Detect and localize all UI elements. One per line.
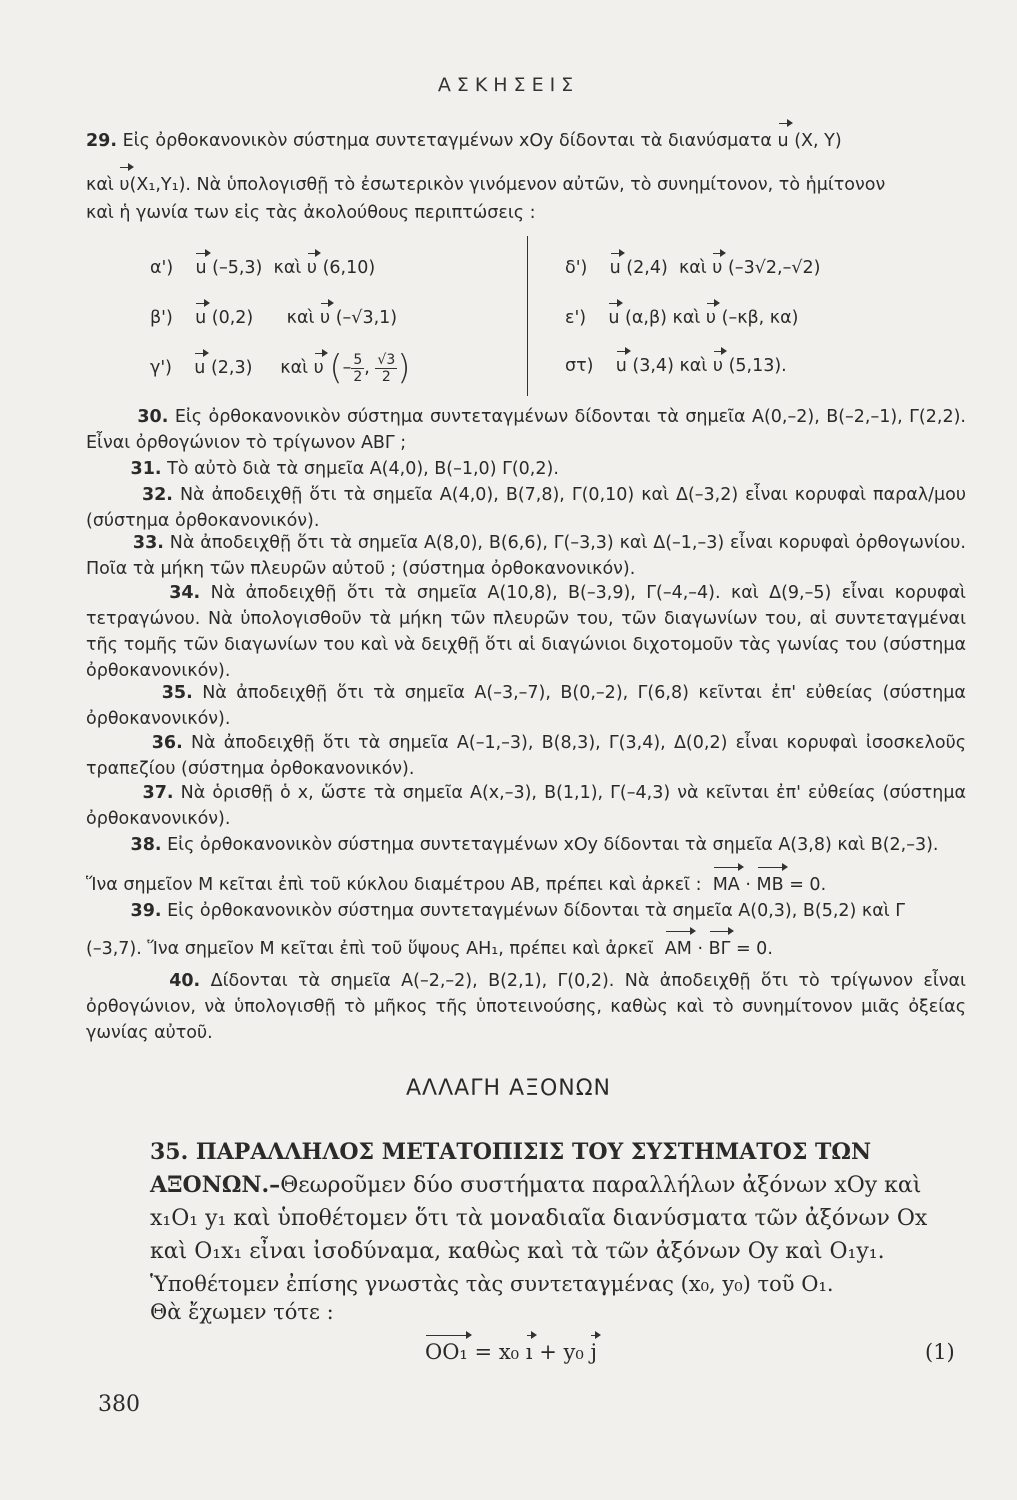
exercise-29-line2 (86, 172, 966, 198)
exercise-number: 34. (169, 583, 201, 603)
exercise-text: Εἰς ὀρθοκανονικὸν σύστημα συντεταγμένων δίδονται τὰ σημεῖα A(0,–2), B(–2,–1), Γ(2,2). Εἶναι ὀρθογώνιον τὸ τρίγωνον ΑΒΓ ; (86, 407, 966, 453)
subsection-35 (150, 1136, 970, 1268)
exercise-text: (X, Y) (794, 131, 842, 151)
exercise-36 (86, 730, 966, 782)
case-v: (5,13). (728, 356, 787, 376)
dot-operator: · (745, 875, 751, 895)
vector-u: u (194, 358, 206, 378)
page-header: ΑΣΚΗΣΕΙΣ (437, 74, 580, 96)
case-u: (3,4) (632, 356, 674, 376)
vector-v: υ (313, 358, 324, 378)
exercise-text: Νὰ ἀποδειχθῇ ὅτι τὰ σημεῖα A(10,8), B(–3,9), Γ(–4,–4). καὶ Δ(9,–5) εἶναι κορυφαὶ τετραγώνου. Νὰ ὑπολογισθοῦν τὰ μήκη τῶν πλευρῶν του, τῶν διαγωνίων του, αἱ συντεταγμέναι τῆς τομῆς τῶν διαγωνίων του καὶ νὰ δειχθῇ ὅτι αἱ διαγώνιοι διχοτομοῦν τὰς γωνίας του (σύστημα ὀρθοκανονικόν). (86, 583, 966, 681)
vector-u: u (615, 356, 627, 376)
exercise-text: (–3,7). Ἵνα σημεῖον Μ κεῖται ἐπὶ τοῦ ὕψους ΑΗ₁, πρέπει καὶ ἀρκεῖ (86, 939, 654, 959)
section-title: ΑΛΛΑΓΗ ΑΞΟΝΩΝ (406, 1076, 611, 1101)
vector-v: υ (306, 258, 318, 278)
exercise-32 (86, 482, 966, 534)
case-and: καὶ (672, 308, 701, 328)
case-label: α') (150, 258, 174, 278)
exercise-text: Νὰ ἀποδειχθῇ ὅτι τὰ σημεῖα A(8,0), B(6,6), Γ(–3,3) καὶ Δ(–1,–3) εἶναι κορυφαὶ ὀρθογωνίου. Ποῖα τὰ μήκη τῶν πλευρῶν αὐτοῦ ; (σύστημα ὀρθοκανονικόν). (86, 533, 966, 579)
fraction-numerator: √3 (377, 351, 396, 368)
exercise-number: 38. (130, 835, 162, 855)
case-and: καὶ (273, 258, 302, 278)
case-label: γ') (150, 358, 172, 378)
case-b (150, 308, 397, 328)
exercise-text: = 0. (735, 939, 773, 959)
exercise-number: 31. (130, 459, 162, 479)
fraction-denominator: 2 (353, 368, 363, 385)
exercise-33 (86, 530, 966, 582)
exercise-number: 30. (137, 407, 169, 427)
exercise-text: Νὰ ὁρισθῇ ὁ x, ὥστε τὰ σημεῖα A(x,–3), B(1,1), Γ(–4,3) νὰ κεῖνται ἐπ' εὐθείας (σύστημα ὀρθοκανονικόν). (86, 783, 966, 829)
page-number: 380 (98, 1392, 140, 1417)
exercise-text: = 0. (789, 875, 827, 895)
fraction-denominator: 2 (381, 368, 391, 385)
case-f (565, 356, 787, 376)
paren-close: ) (397, 348, 411, 388)
exercise-39-line2 (86, 936, 966, 962)
vector-bg: BΓ (709, 936, 731, 962)
vector-u: u (195, 258, 207, 278)
exercise-text: καὶ (86, 175, 114, 195)
formula-text: = x₀ (474, 1340, 520, 1364)
unit-vector-j: j (590, 1340, 597, 1364)
case-label: δ') (565, 258, 588, 278)
paren-open: ( (329, 348, 343, 388)
case-a (150, 258, 375, 278)
case-u: (α,β) (625, 308, 667, 328)
exercise-text: Εἰς ὀρθοκανονικὸν σύστημα συντεταγμένων δίδονται τὰ σημεῖα A(0,3), B(5,2) καὶ Γ (167, 901, 906, 921)
exercise-37 (86, 780, 966, 832)
exercise-text: Νὰ ἀποδειχθῇ ὅτι τὰ σημεῖα A(–1,–3), B(8,3), Γ(3,4), Δ(0,2) εἶναι κορυφαὶ ἰσοσκελοῦς τραπεζίου (σύστημα ὀρθοκανονικόν). (86, 733, 966, 779)
vector-u: u (195, 308, 207, 328)
exercise-number: 29. (86, 131, 118, 151)
exercise-number: 33. (132, 533, 164, 553)
vector-v: υ (119, 172, 129, 198)
fraction (351, 352, 364, 385)
dot-operator: · (697, 939, 704, 959)
case-u: (2,3) (210, 358, 253, 378)
exercise-text: Ἵνα σημεῖον Μ κεῖται ἐπὶ τοῦ κύκλου διαμέτρου AB, πρέπει καὶ ἀρκεῖ : (86, 875, 702, 895)
exercise-38 (86, 832, 966, 858)
exercise-39 (86, 898, 966, 924)
exercise-number: 36. (151, 733, 183, 753)
formula-text: + y₀ (539, 1340, 584, 1364)
exercise-number: 35. (161, 683, 193, 703)
exercise-number: 40. (169, 971, 201, 991)
vector-mb: MB (757, 872, 784, 898)
case-and: καὶ (678, 258, 707, 278)
subsection-text: Θεωροῦμεν δύο συστήματα παραλλήλων ἀξόνων xOy καὶ x₁O₁ y₁ καὶ ὑποθέτομεν ὅτι τὰ μοναδιαῖα διανύσματα τῶν ἀξόνων Ox καὶ O₁x₁ εἶναι ἰσοδύναμα, καθὼς καὶ τὰ τῶν ἀξόνων Oy καὶ O₁y₁. (150, 1173, 928, 1264)
case-u: (2,4) (626, 258, 668, 278)
vector-oo1: OO₁ (425, 1340, 468, 1364)
exercise-number: 32. (141, 485, 173, 505)
exercise-29-line3: καὶ ἡ γωνία των εἰς τὰς ἀκολούθους περιπτώσεις : (86, 203, 536, 223)
exercise-35 (86, 680, 966, 732)
vector-v: υ (320, 308, 331, 328)
vector-am: AM (665, 936, 692, 962)
vector-u: u (608, 308, 620, 328)
exercise-text: Δίδονται τὰ σημεῖα A(–2,–2), B(2,1), Γ(0,2). Νὰ ἀποδειχθῇ ὅτι τὸ τρίγωνον εἶναι ὀρθογώνιον, νὰ ὑπολογισθῇ τὸ μῆκος τῆς ὑποτεινούσης, καθὼς καὶ τὸ συνημίτονον μιᾶς ὀξείας γωνίας αὐτοῦ. (86, 971, 966, 1043)
exercise-text: Τὸ αὐτὸ διὰ τὰ σημεῖα A(4,0), B(–1,0) Γ(0,2). (167, 459, 559, 479)
exercise-29 (86, 128, 966, 154)
subsection-heading: 35. ΠΑΡΑΛΛΗΛΟΣ ΜΕΤΑΤΟΠΙΣΙΣ ΤΟΥ ΣΥΣΤΗΜΑΤΟΣ ΤΩΝ ΑΞΟΝΩΝ.– (150, 1139, 872, 1198)
case-label: ε') (565, 308, 587, 328)
exercise-number: 39. (130, 901, 162, 921)
case-c: γ') u (2,3) καὶ υ (– $\frac{5}{2}$ , $\frac{√3}{2}$ ) (150, 348, 411, 388)
case-u: (0,2) (211, 308, 254, 328)
fraction (375, 352, 397, 385)
case-v: (–κβ, κα) (721, 308, 799, 328)
exercise-number: 37. (142, 783, 174, 803)
exercise-text: Νὰ ἀποδειχθῇ ὅτι τὰ σημεῖα A(–3,–7), B(0,–2), Γ(6,8) κεῖνται ἐπ' εὐθείας (σύστημα ὀρθοκανονικόν). (86, 683, 966, 729)
unit-vector-i: ı (525, 1340, 533, 1364)
case-u: (–5,3) (212, 258, 263, 278)
case-d (565, 258, 820, 278)
case-and: καὶ (679, 356, 708, 376)
paragraph-2: Ὑποθέτομεν ἐπίσης γνωστὰς τὰς συντεταγμένας (x₀, y₀) τοῦ O₁. (150, 1272, 834, 1296)
case-label: β') (150, 308, 173, 328)
exercise-text: (X₁,Y₁). Νὰ ὑπολογισθῇ τὸ ἐσωτερικὸν γινόμενον αὐτῶν, τὸ συνημίτονον, τὸ ἡμίτονον (129, 175, 886, 195)
case-and: καὶ (280, 358, 309, 378)
case-v: (–3√2,–√2) (728, 258, 821, 278)
exercise-text: Νὰ ἀποδειχθῇ ὅτι τὰ σημεῖα A(4,0), B(7,8), Γ(0,10) καὶ Δ(–3,2) εἶναι κορυφαὶ παραλ/μου (σύστημα ὀρθοκανονικόν). (86, 485, 966, 531)
case-e (565, 308, 799, 328)
vector-v: υ (712, 258, 723, 278)
case-v: (–√3,1) (335, 308, 398, 328)
equation-number: (1) (925, 1340, 955, 1364)
exercise-30 (86, 404, 966, 456)
vector-v: υ (705, 308, 717, 328)
exercise-text: Εἰς ὀρθοκανονικὸν σύστημα συντεταγμένων xOy δίδονται τὰ διανύσματα (122, 131, 772, 151)
exercise-31 (86, 456, 966, 482)
paragraph-3: Θὰ ἔχωμεν τότε : (150, 1300, 334, 1324)
vector-ma: MA (713, 872, 740, 898)
case-and: καὶ (286, 308, 315, 328)
exercise-text: Εἰς ὀρθοκανονικὸν σύστημα συντεταγμένων xOy δίδονται τὰ σημεῖα A(3,8) καὶ B(2,–3). (167, 835, 939, 855)
exercise-34 (86, 580, 966, 684)
cases-table (150, 236, 910, 396)
fraction-numerator: 5 (353, 351, 363, 368)
vector-v: υ (712, 356, 723, 376)
case-label: στ) (565, 356, 594, 376)
vector-u: u (778, 128, 789, 154)
exercise-40 (86, 968, 966, 1046)
case-v: (6,10) (322, 258, 376, 278)
exercise-38-line2 (86, 872, 966, 898)
formula-1 (425, 1340, 597, 1364)
vector-u: u (609, 258, 621, 278)
